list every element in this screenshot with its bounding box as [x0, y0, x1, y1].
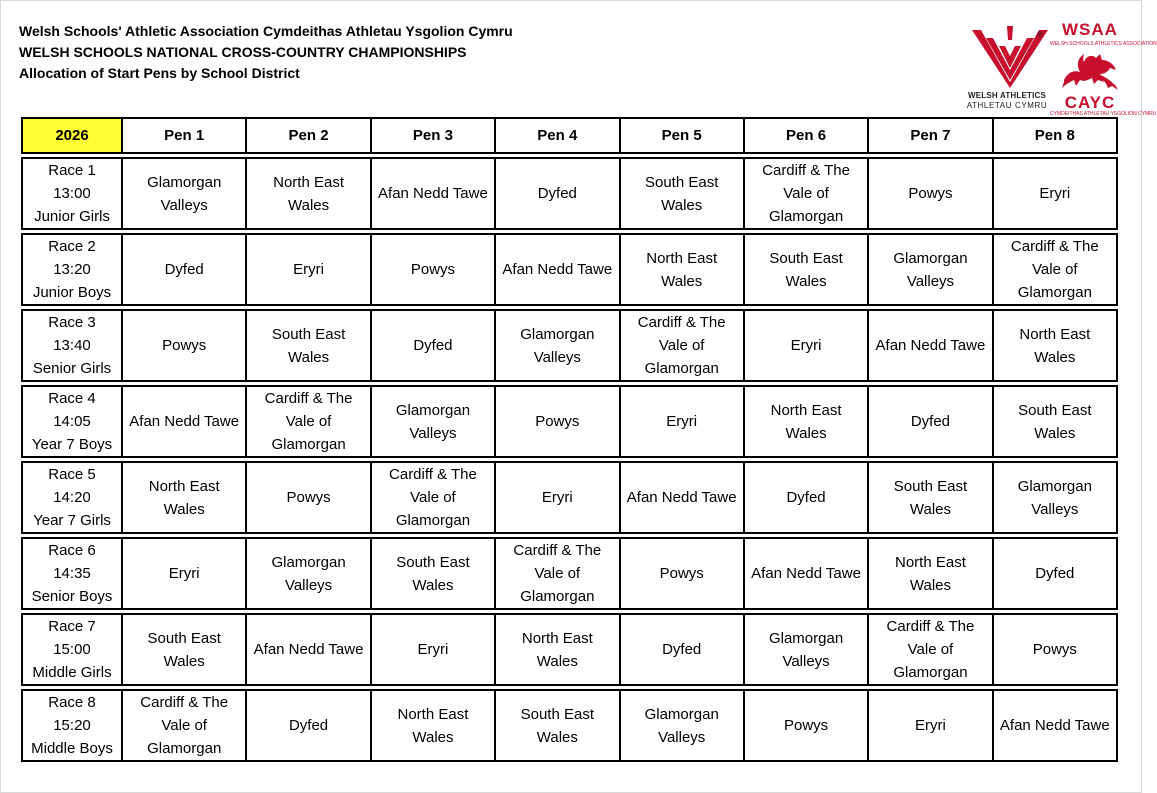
district-name-line: Glamorgan	[644, 705, 719, 723]
district-name-line: North East	[273, 173, 344, 191]
pen-allocation-cell	[620, 386, 744, 457]
race-cell	[22, 690, 122, 761]
pen-allocation-cell	[744, 614, 868, 685]
pen-allocation-cell	[122, 538, 246, 609]
district-name-line: Wales	[661, 196, 703, 214]
table-row	[22, 462, 1117, 533]
wsaa-subtitle: WELSH SCHOOLS ATHLETICS ASSOCIATION	[1050, 41, 1157, 47]
district-name-line: Afan Nedd Tawe	[129, 413, 240, 430]
district-name-line: Powys	[908, 185, 953, 202]
district-name-line: Wales	[909, 576, 951, 594]
district-name-line: Cardiff & The	[513, 542, 602, 559]
year-header: 2026	[22, 118, 122, 153]
pen-allocation-cell	[246, 310, 370, 381]
pen-allocation-cell	[993, 462, 1117, 533]
race-cell	[22, 158, 122, 229]
district-name-line: Cardiff & The	[140, 694, 229, 711]
pen-allocation-cell	[620, 690, 744, 761]
district-name-line: Eryri	[915, 717, 946, 734]
pen-header: Pen 3	[371, 118, 495, 153]
race-label: Race 6	[48, 542, 96, 559]
race-category: Year 7 Boys	[31, 436, 113, 453]
pen-allocation-cell	[122, 614, 246, 685]
district-name-line: Wales	[785, 272, 827, 290]
pen-allocation-cell	[371, 158, 495, 229]
pen-allocation-cell	[371, 386, 495, 457]
district-name-line: Eryri	[417, 641, 449, 658]
wsaa-logo	[1050, 20, 1157, 117]
district-name-line: Vale of	[161, 717, 207, 734]
district-name-line: Valleys	[160, 196, 208, 214]
pen-allocation-cell	[620, 234, 744, 305]
district-name-line: Dyfed	[1035, 565, 1075, 582]
pen-allocation-cell	[246, 158, 370, 229]
race-label: Race 5	[48, 466, 96, 483]
document-header	[19, 21, 513, 84]
welsh-athletics-name: WELSH ATHLETICS	[967, 91, 1047, 100]
district-name-line: Glamorgan	[893, 249, 968, 267]
pen-allocation-cell	[620, 310, 744, 381]
district-name-line: Vale of	[783, 185, 829, 202]
district-name-line: Wales	[163, 652, 205, 670]
race-time: 13:00	[53, 185, 91, 202]
district-name-line: South East	[271, 325, 346, 343]
race-time: 15:20	[53, 717, 91, 734]
pen-allocation-cell	[993, 614, 1117, 685]
district-name-line: South East	[1018, 401, 1092, 419]
district-name-line: Dyfed	[288, 717, 329, 734]
pen-allocation-cell	[744, 158, 868, 229]
district-name-line: South East	[147, 629, 221, 647]
pen-allocation-cell	[868, 538, 992, 609]
district-name-line: Glamorgan	[520, 325, 595, 343]
pen-allocation-cell	[620, 614, 744, 685]
district-name-line: Vale of	[534, 565, 581, 582]
pen-allocation-cell	[246, 462, 370, 533]
district-name-line: Valleys	[284, 576, 333, 594]
district-name-line: Eryri	[168, 565, 200, 582]
district-name-line: Valleys	[533, 348, 581, 366]
table-body	[22, 158, 1117, 761]
pen-header: Pen 2	[246, 118, 370, 153]
district-name-line: Afan Nedd Tawe	[253, 641, 364, 658]
district-name-line: Wales	[412, 576, 454, 594]
district-name-line: Afan Nedd Tawe	[999, 717, 1110, 734]
welsh-athletics-logo	[964, 26, 1050, 114]
table-row	[22, 690, 1117, 761]
district-name-line: South East	[769, 249, 843, 267]
race-label: Race 8	[48, 694, 96, 711]
pen-allocation-cell	[122, 310, 246, 381]
district-name-line: Dyfed	[537, 185, 577, 202]
welsh-dragon-icon	[1058, 50, 1122, 92]
district-name-line: Valleys	[1031, 500, 1079, 518]
district-name-line: Dyfed	[413, 337, 453, 354]
pen-allocation-cell	[371, 614, 495, 685]
cayc-title: CAYC	[1064, 93, 1116, 112]
district-name-line: Dyfed	[910, 413, 951, 430]
pen-allocation-cell	[122, 158, 246, 229]
table-row	[22, 310, 1117, 381]
district-name-line: Wales	[536, 728, 578, 746]
district-name-line: Glamorgan	[893, 664, 968, 681]
pen-allocation-cell	[993, 690, 1117, 761]
district-name-line: Wales	[163, 500, 205, 518]
district-name-line: Powys	[535, 413, 580, 430]
district-name-line: Dyfed	[164, 261, 204, 278]
race-cell	[22, 462, 122, 533]
district-name-line: Cardiff & The	[1010, 238, 1099, 255]
district-name-line: Cardiff & The	[886, 618, 975, 635]
pen-header: Pen 7	[868, 118, 992, 153]
race-cell	[22, 386, 122, 457]
race-cell	[22, 538, 122, 609]
pen-allocation-cell	[620, 462, 744, 533]
district-name-line: Eryri	[541, 489, 573, 506]
pen-allocation-cell	[620, 538, 744, 609]
district-name-line: Cardiff & The	[389, 466, 477, 483]
district-name-line: Dyfed	[662, 641, 702, 658]
district-name-line: Cardiff & The	[637, 314, 726, 331]
race-cell	[22, 310, 122, 381]
race-category: Senior Girls	[32, 360, 112, 377]
race-time: 14:20	[53, 489, 91, 506]
pen-allocation-cell	[495, 614, 619, 685]
district-name-line: Vale of	[658, 337, 705, 354]
pen-allocation-cell	[868, 310, 992, 381]
district-name-line: Valleys	[409, 424, 457, 442]
district-name-line: Powys	[410, 261, 456, 278]
pen-allocation-cell	[371, 234, 495, 305]
district-name-line: Glamorgan	[271, 436, 346, 453]
district-name-line: Wales	[412, 728, 454, 746]
district-name-line: Afan Nedd Tawe	[751, 565, 861, 582]
race-time: 14:05	[53, 413, 91, 430]
district-name-line: North East	[1019, 325, 1091, 343]
district-name-line: South East	[520, 705, 594, 723]
district-name-line: Glamorgan	[395, 512, 471, 529]
pen-header: Pen 1	[122, 118, 246, 153]
district-name-line: Wales	[1034, 424, 1076, 442]
race-label: Race 3	[48, 314, 96, 331]
district-name-line: Glamorgan	[644, 360, 719, 377]
pen-allocation-cell	[371, 462, 495, 533]
district-name-line: Glamorgan	[395, 401, 471, 419]
pen-allocation-cell	[371, 690, 495, 761]
district-name-line: Powys	[286, 489, 331, 506]
district-name-line: Valleys	[906, 272, 955, 290]
district-name-line: Vale of	[410, 489, 456, 506]
race-category: Junior Girls	[34, 208, 110, 225]
pen-allocation-cell	[993, 538, 1117, 609]
pen-allocation-cell	[495, 538, 619, 609]
wsaa-title: WSAA	[1062, 20, 1118, 39]
district-name-line: Wales	[288, 196, 330, 214]
race-time: 15:00	[53, 641, 91, 658]
pen-allocation-cell	[993, 234, 1117, 305]
pen-allocation-cell	[744, 234, 868, 305]
table-row	[22, 386, 1117, 457]
race-time: 13:20	[53, 261, 91, 278]
race-label: Race 2	[48, 238, 96, 255]
district-name-line: Wales	[661, 272, 703, 290]
district-name-line: Eryri	[666, 413, 698, 430]
pen-allocation-cell	[122, 690, 246, 761]
start-pen-allocation-table	[21, 117, 1118, 762]
district-name-line: North East	[521, 629, 593, 647]
district-name-line: Wales	[1034, 348, 1076, 366]
district-name-line: Wales	[536, 652, 578, 670]
district-name-line: Afan Nedd Tawe	[626, 489, 737, 506]
header-subtitle: Allocation of Start Pens by School District	[19, 65, 300, 81]
district-name-line: South East	[644, 173, 719, 191]
header-championship-title: WELSH SCHOOLS NATIONAL CROSS-COUNTRY CHAMPIONSHIPS	[19, 44, 467, 60]
district-name-line: Wales	[288, 348, 330, 366]
pen-header: Pen 5	[620, 118, 744, 153]
pen-allocation-cell	[868, 386, 992, 457]
pen-allocation-cell	[868, 690, 992, 761]
district-name-line: Valleys	[782, 652, 830, 670]
district-name-line: Glamorgan	[1017, 284, 1092, 301]
pen-allocation-cell	[122, 386, 246, 457]
table-row	[22, 234, 1117, 305]
district-name-line: Glamorgan	[271, 553, 346, 571]
district-name-line: Vale of	[907, 641, 954, 658]
district-name-line: Glamorgan	[768, 208, 844, 225]
pen-allocation-cell	[744, 538, 868, 609]
pen-allocation-cell	[246, 386, 370, 457]
pen-allocation-cell	[993, 310, 1117, 381]
district-name-line: Vale of	[1032, 261, 1078, 278]
district-name-line: Glamorgan	[1017, 477, 1092, 495]
district-name-line: Powys	[659, 565, 704, 582]
pen-allocation-cell	[495, 690, 619, 761]
pen-allocation-cell	[744, 462, 868, 533]
pen-header: Pen 8	[993, 118, 1117, 153]
pen-allocation-cell	[371, 538, 495, 609]
district-name-line: North East	[770, 401, 842, 419]
pen-allocation-cell	[744, 690, 868, 761]
pen-allocation-cell	[122, 462, 246, 533]
district-name-line: Eryri	[790, 337, 822, 354]
race-category: Junior Boys	[32, 284, 112, 301]
pen-allocation-cell	[495, 234, 619, 305]
race-category: Middle Boys	[31, 740, 113, 757]
district-name-line: Eryri	[1039, 185, 1071, 202]
pen-allocation-cell	[744, 386, 868, 457]
district-name-line: North East	[646, 249, 718, 267]
race-cell	[22, 234, 122, 305]
pen-allocation-cell	[495, 310, 619, 381]
pen-allocation-cell	[993, 386, 1117, 457]
pen-allocation-cell	[371, 310, 495, 381]
pen-allocation-cell	[868, 614, 992, 685]
district-name-line: Cardiff & The	[762, 162, 850, 179]
district-name-line: Wales	[785, 424, 827, 442]
district-name-line: Glamorgan	[147, 740, 222, 757]
pen-allocation-cell	[868, 158, 992, 229]
race-category: Middle Girls	[32, 664, 112, 681]
district-name-line: Glamorgan	[520, 588, 595, 605]
registered-mark: ®	[1037, 30, 1043, 39]
district-name-line: Dyfed	[786, 489, 826, 506]
district-name-line: Valleys	[658, 728, 706, 746]
district-name-line: Wales	[909, 500, 951, 518]
district-name-line: Glamorgan	[147, 173, 222, 191]
race-label: Race 7	[48, 618, 96, 635]
pen-allocation-cell	[495, 386, 619, 457]
pen-allocation-cell	[993, 158, 1117, 229]
district-name-line: North East	[397, 705, 469, 723]
table-row	[22, 538, 1117, 609]
district-name-line: Powys	[162, 337, 207, 354]
district-name-line: Afan Nedd Tawe	[875, 337, 986, 354]
pen-allocation-cell	[246, 234, 370, 305]
district-name-line: Powys	[1032, 641, 1077, 658]
district-name-line: Powys	[783, 717, 829, 734]
header-association-name: Welsh Schools' Athletic Association Cymdeithas Athletau Ysgolion Cymru	[19, 23, 513, 39]
district-name-line: Vale of	[285, 413, 332, 430]
pen-allocation-cell	[246, 538, 370, 609]
pen-header: Pen 6	[744, 118, 868, 153]
race-category: Senior Boys	[31, 588, 113, 605]
pen-allocation-cell	[744, 310, 868, 381]
district-name-line: Afan Nedd Tawe	[378, 185, 488, 202]
race-label: Race 1	[48, 162, 96, 179]
table-header-row	[22, 118, 1117, 153]
athletau-cymru-name: ATHLETAU CYMRU	[966, 101, 1048, 110]
district-name-line: Glamorgan	[768, 629, 844, 647]
pen-allocation-cell	[122, 234, 246, 305]
pen-allocation-cell	[246, 614, 370, 685]
district-name-line: North East	[148, 477, 220, 495]
race-category: Year 7 Girls	[33, 512, 111, 529]
district-name-line: Cardiff & The	[264, 390, 353, 407]
pen-allocation-cell	[868, 234, 992, 305]
race-label: Race 4	[48, 390, 96, 407]
district-name-line: North East	[895, 553, 966, 571]
race-cell	[22, 614, 122, 685]
table-row	[22, 614, 1117, 685]
district-name-line: Afan Nedd Tawe	[502, 261, 613, 278]
pen-allocation-cell	[495, 462, 619, 533]
race-time: 13:40	[53, 337, 91, 354]
district-name-line: South East	[396, 553, 470, 571]
race-time: 14:35	[53, 565, 91, 582]
pen-allocation-cell	[868, 462, 992, 533]
pen-allocation-cell	[620, 158, 744, 229]
table-row	[22, 158, 1117, 229]
pen-allocation-cell	[495, 158, 619, 229]
district-name-line: Eryri	[293, 261, 324, 278]
pen-header: Pen 4	[495, 118, 619, 153]
cayc-subtitle: CYMDEITHAS ATHLETAU YSGOLION CYMRU	[1050, 111, 1157, 117]
district-name-line: South East	[893, 477, 968, 495]
pen-allocation-cell	[246, 690, 370, 761]
